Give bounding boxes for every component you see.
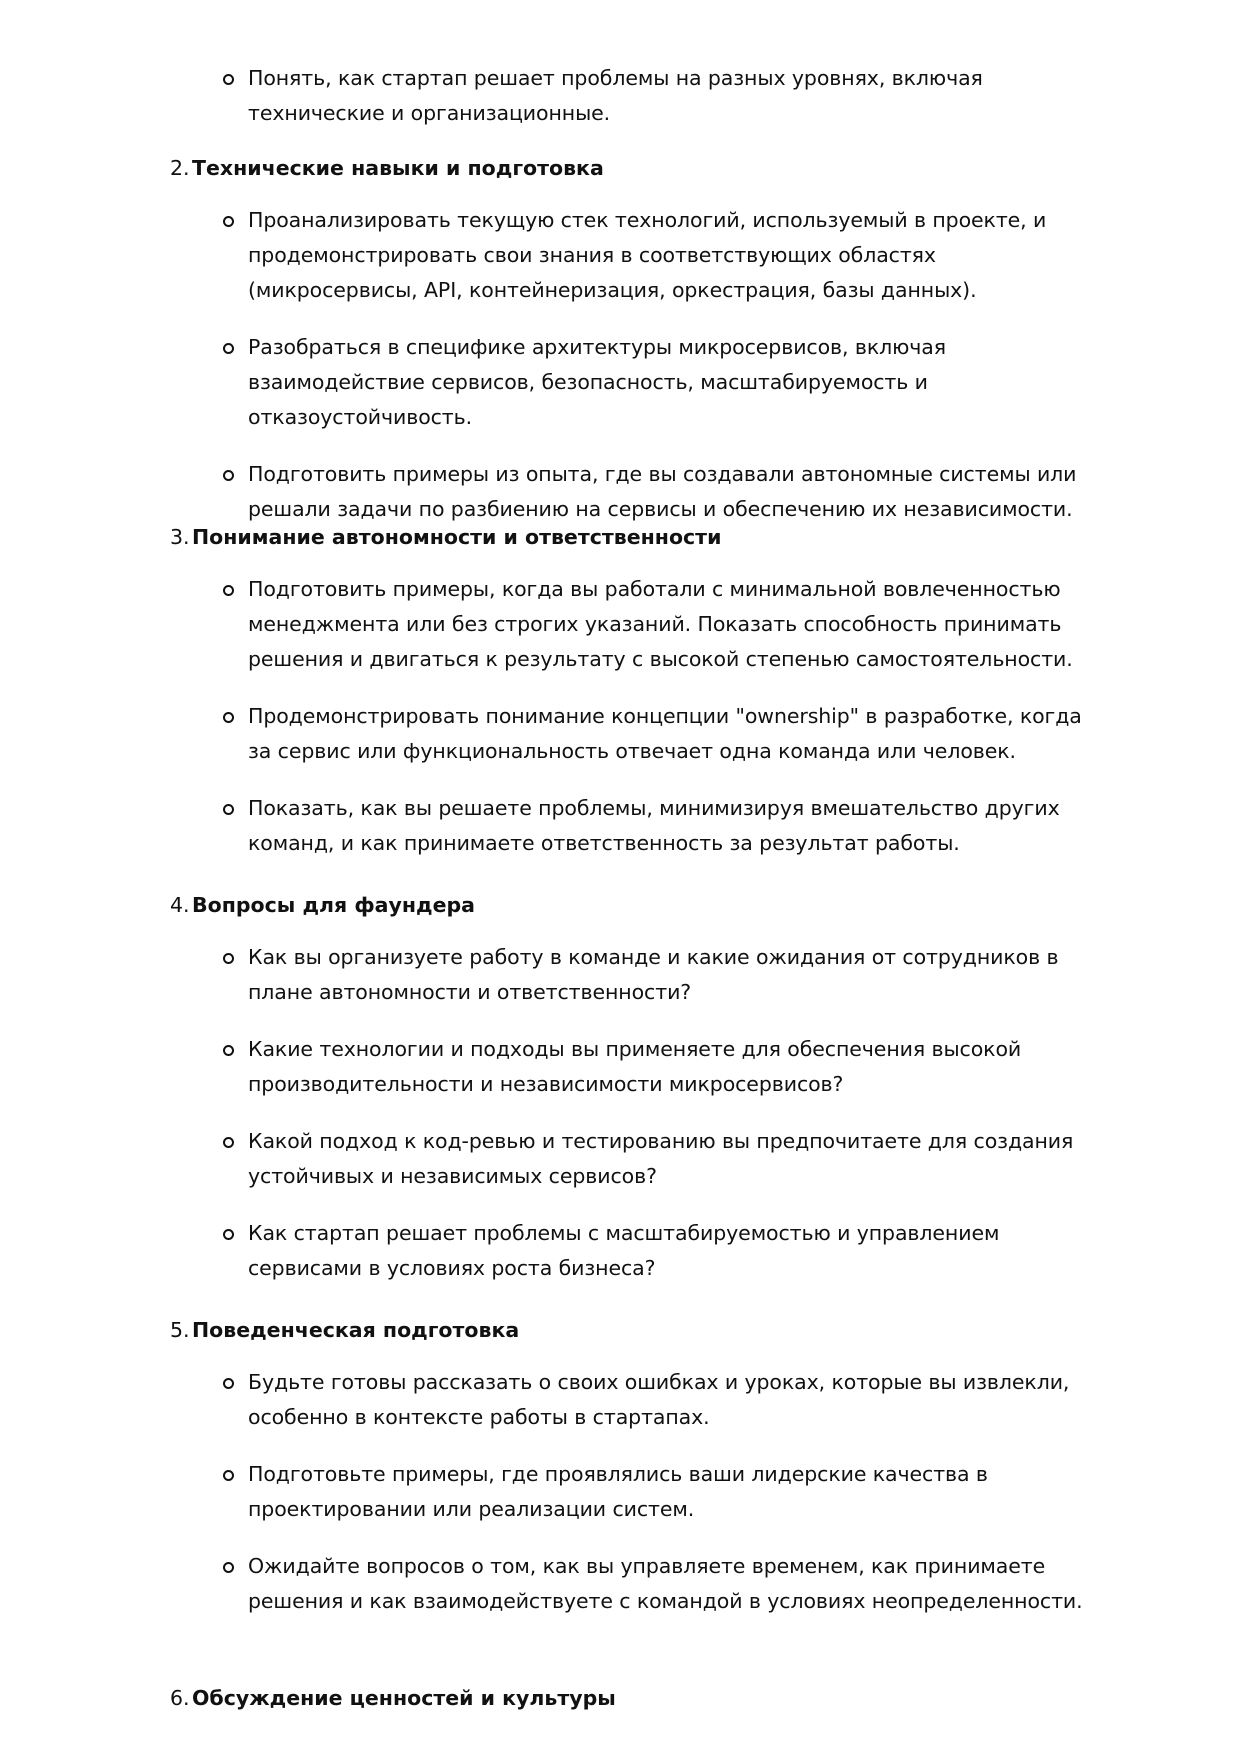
list-item bbox=[248, 1032, 1108, 1102]
list-item bbox=[248, 791, 1108, 861]
section-title: Вопросы для фаундера bbox=[192, 893, 475, 917]
section-number: 2. bbox=[170, 156, 190, 180]
hollow-bullet-icon bbox=[223, 804, 234, 815]
section-title: Поведенческая подготовка bbox=[192, 1318, 520, 1342]
list-item bbox=[248, 1365, 1108, 1435]
list-item-text: Ожидайте вопросов о том, как вы управляете временем, как принимаете решения и как взаимодействуете с командой в условиях неопределенности. bbox=[248, 1554, 1083, 1613]
list-item-text: Подготовьте примеры, где проявлялись ваши лидерские качества в проектировании или реализации систем. bbox=[248, 1462, 988, 1521]
section-number: 3. bbox=[170, 525, 190, 549]
section-values-culture bbox=[170, 1681, 1110, 1716]
hollow-bullet-icon bbox=[223, 216, 234, 227]
section-bullet-list bbox=[248, 940, 1108, 1308]
hollow-bullet-icon bbox=[223, 1378, 234, 1389]
list-item bbox=[248, 1216, 1108, 1286]
list-item-text: Показать, как вы решаете проблемы, минимизируя вмешательство других команд, и как принимаете ответственность за результат работы. bbox=[248, 796, 1060, 855]
list-item-text: Продемонстрировать понимание концепции "ownership" в разработке, когда за сервис или функциональность отвечает одна команда или человек. bbox=[248, 704, 1082, 763]
list-item-text: Как стартап решает проблемы с масштабируемостью и управлением сервисами в условиях роста бизнеса? bbox=[248, 1221, 1000, 1280]
section-bullet-list bbox=[248, 572, 1108, 883]
list-item bbox=[248, 1457, 1108, 1527]
list-item bbox=[248, 1549, 1108, 1619]
list-item-text: Подготовить примеры, когда вы работали с минимальной вовлеченностью менеджмента или без строгих указаний. Показать способность принимать решения и двигаться к результату с высокой степенью самостоятельности. bbox=[248, 577, 1073, 671]
hollow-bullet-icon bbox=[223, 712, 234, 723]
section-behavioral-prep bbox=[170, 1313, 1110, 1613]
list-item-text: Будьте готовы рассказать о своих ошибках и уроках, которые вы извлекли, особенно в контексте работы в стартапах. bbox=[248, 1370, 1070, 1429]
section-founder-questions bbox=[170, 888, 1110, 1280]
list-item-text: Как вы организуете работу в команде и какие ожидания от сотрудников в плане автономности и ответственности? bbox=[248, 945, 1059, 1004]
section-heading bbox=[170, 1313, 1110, 1348]
list-item-text: Какой подход к код-ревью и тестированию вы предпочитаете для создания устойчивых и независимых сервисов? bbox=[248, 1129, 1074, 1188]
list-item bbox=[248, 457, 1108, 527]
list-item-text: Подготовить примеры из опыта, где вы создавали автономные системы или решали задачи по разбиению на сервисы и обеспечению их независимости. bbox=[248, 462, 1077, 521]
section-number: 6. bbox=[170, 1686, 190, 1710]
section-title: Технические навыки и подготовка bbox=[192, 156, 604, 180]
hollow-bullet-icon bbox=[223, 343, 234, 354]
list-item-text: Разобраться в специфике архитектуры микросервисов, включая взаимодействие сервисов, безопасность, масштабируемость и отказоустойчивость. bbox=[248, 335, 946, 429]
section-number: 4. bbox=[170, 893, 190, 917]
section-bullet-list bbox=[248, 203, 1108, 549]
section-bullet-list bbox=[248, 1365, 1108, 1641]
hollow-bullet-icon bbox=[223, 1470, 234, 1481]
section-title: Понимание автономности и ответственности bbox=[192, 525, 722, 549]
hollow-bullet-icon bbox=[223, 1229, 234, 1240]
hollow-bullet-icon bbox=[223, 1045, 234, 1056]
section-heading bbox=[170, 151, 1110, 186]
hollow-bullet-icon bbox=[223, 74, 234, 85]
list-item bbox=[248, 572, 1108, 677]
list-item bbox=[248, 330, 1108, 435]
list-item bbox=[248, 203, 1108, 308]
section-technical-skills bbox=[170, 151, 1110, 521]
hollow-bullet-icon bbox=[223, 1562, 234, 1573]
list-item-text: Какие технологии и подходы вы применяете для обеспечения высокой производительности и независимости микросервисов? bbox=[248, 1037, 1022, 1096]
list-item-text: Понять, как стартап решает проблемы на разных уровнях, включая технические и организационные. bbox=[248, 66, 983, 125]
list-item bbox=[248, 699, 1108, 769]
hollow-bullet-icon bbox=[223, 953, 234, 964]
list-item bbox=[248, 61, 1108, 131]
section-autonomy bbox=[170, 520, 1110, 855]
list-item-text: Проанализировать текущую стек технологий, используемый в проекте, и продемонстрировать свои знания в соответствующих областях (микросервисы, API, контейнеризация, оркестрация, базы данных). bbox=[248, 208, 1047, 302]
list-item bbox=[248, 1124, 1108, 1194]
section-heading bbox=[170, 888, 1110, 923]
intro-bullet-list bbox=[248, 61, 1108, 153]
hollow-bullet-icon bbox=[223, 1137, 234, 1148]
section-heading bbox=[170, 1681, 1110, 1716]
hollow-bullet-icon bbox=[223, 470, 234, 481]
list-item bbox=[248, 940, 1108, 1010]
section-title: Обсуждение ценностей и культуры bbox=[192, 1686, 616, 1710]
section-number: 5. bbox=[170, 1318, 190, 1342]
section-heading bbox=[170, 520, 1110, 555]
hollow-bullet-icon bbox=[223, 585, 234, 596]
